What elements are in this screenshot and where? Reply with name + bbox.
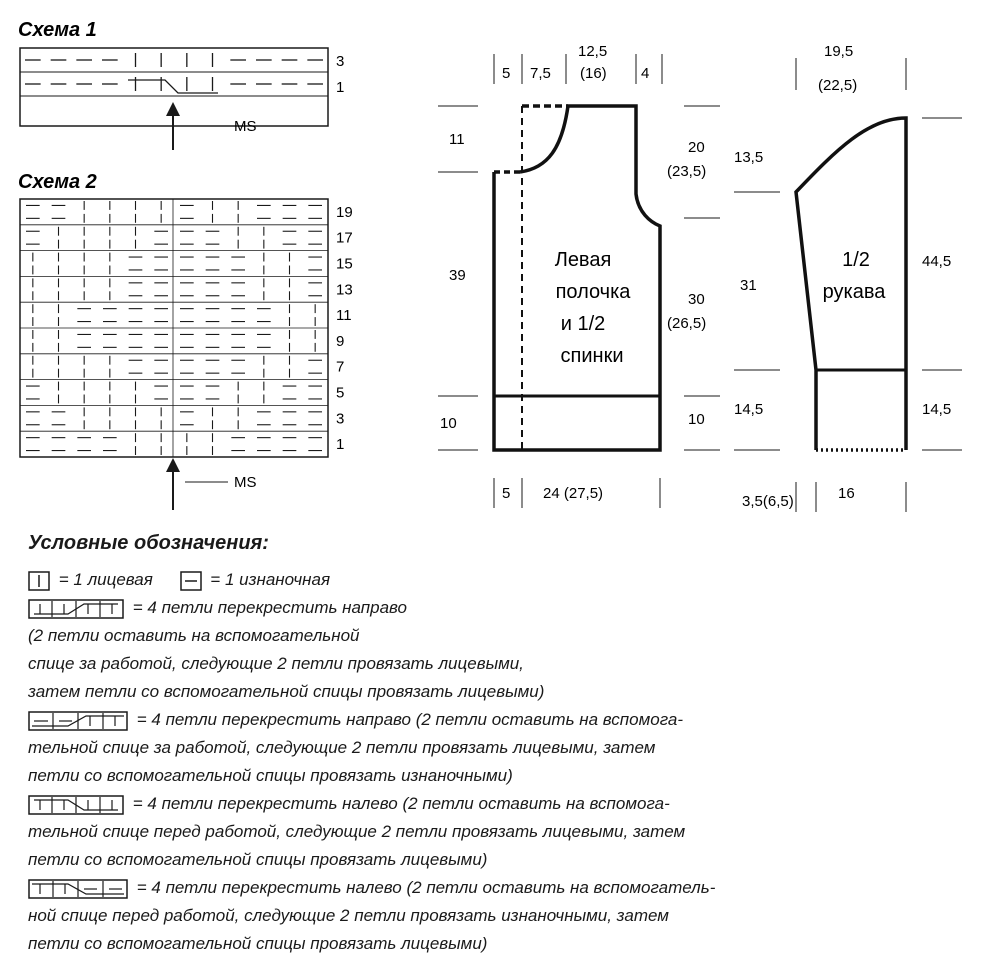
scheme2-title: Схема 2 [18, 171, 97, 193]
svg-text:10: 10 [688, 411, 705, 428]
svg-text:Левая: Левая [554, 249, 612, 271]
svg-text:30: 30 [688, 291, 705, 308]
svg-text:3,5(6,5): 3,5(6,5) [742, 493, 794, 510]
scheme1-row-3: 3 [336, 53, 345, 70]
scheme2-chart [20, 199, 328, 457]
svg-text:спинки: спинки [560, 345, 624, 367]
legend-cable-1-desc-2: спице за работой, следующие 2 петли провязать лицевыми, [28, 654, 524, 673]
svg-text:16: 16 [838, 485, 855, 502]
svg-text:14,5: 14,5 [734, 401, 764, 418]
legend-cable-3-desc-2: петли со вспомогательной спицы провязать лицевыми) [28, 850, 488, 869]
sleeve-label [823, 249, 887, 303]
svg-text:рукава: рукава [822, 281, 886, 303]
svg-text:полочка: полочка [555, 281, 631, 303]
knit-stitch-symbol [28, 571, 50, 591]
scheme2-row-label: 11 [336, 307, 352, 325]
cable-right-knit-symbol [28, 599, 124, 619]
svg-text:и 1/2: и 1/2 [560, 313, 606, 335]
front-dimension-labels [440, 43, 706, 502]
scheme2-row-numbers [336, 204, 353, 453]
svg-text:(16): (16) [580, 65, 607, 82]
svg-text:24 (27,5): 24 (27,5) [543, 485, 604, 502]
legend-cable-4-row: = 4 петли перекрестить налево (2 петли оставить на вспомогатель- [28, 878, 715, 899]
svg-text:(26,5): (26,5) [667, 315, 707, 332]
scheme2-row-label: 1 [336, 436, 345, 454]
cable-left-knit-symbol [28, 795, 124, 815]
scheme2-ms-label: MS [234, 474, 257, 491]
knit-stitch-text: = 1 лицевая [58, 570, 153, 589]
purl-stitch-text: = 1 изнаночная [210, 570, 331, 589]
legend-cable-2-desc-1: тельной спице за работой, следующие 2 петли провязать лицевыми, затем [28, 738, 656, 757]
legend-cable-2-row: = 4 петли перекрестить направо (2 петли оставить на вспомога- [28, 710, 683, 731]
legend-heading: Условные обозначения: [28, 532, 269, 554]
scheme2-row-label: 15 [336, 255, 353, 273]
scheme2-row-label: 7 [336, 358, 345, 376]
legend-cable-3-desc-1: тельной спице перед работой, следующие 2 петли провязать лицевыми, затем [28, 822, 686, 841]
scheme1-ms-label: MS [234, 118, 257, 135]
svg-text:12,5: 12,5 [578, 43, 608, 60]
svg-text:20: 20 [688, 139, 705, 156]
svg-text:10: 10 [440, 415, 457, 432]
svg-text:7,5: 7,5 [530, 65, 551, 82]
scheme2-row-label: 9 [336, 332, 345, 350]
svg-text:19,5: 19,5 [824, 43, 854, 60]
scheme2-row-label: 17 [336, 229, 353, 247]
scheme2-row-label: 19 [336, 203, 353, 221]
legend-cable-1-desc-3: затем петли со вспомогательной спицы провязать лицевыми) [28, 682, 545, 701]
svg-text:5: 5 [502, 485, 511, 502]
legend-cable-1-desc-1: (2 петли оставить на вспомогательной [28, 626, 360, 645]
legend-cable-3-row: = 4 петли перекрестить налево (2 петли оставить на вспомога- [28, 794, 670, 815]
front-piece-outline [494, 106, 660, 450]
legend-knit-purl-row [28, 570, 330, 591]
svg-text:44,5: 44,5 [922, 253, 952, 270]
cable-left-purl-symbol [28, 879, 128, 899]
scheme1-row-1: 1 [336, 79, 345, 96]
legend-cable-4-desc-2: петли со вспомогательной спицы провязать лицевыми) [28, 934, 488, 953]
scheme2-row-label: 3 [336, 410, 345, 428]
scheme1-title: Схема 1 [18, 19, 97, 41]
legend-cable-1-row: = 4 петли перекрестить направо [28, 598, 407, 619]
front-piece-label [555, 249, 632, 367]
svg-text:4: 4 [641, 65, 650, 82]
svg-text:31: 31 [740, 277, 757, 294]
svg-text:11: 11 [449, 131, 465, 148]
legend-cable-2-desc-2: петли со вспомогательной спицы провязать изнаночными) [28, 766, 513, 785]
svg-text:13,5: 13,5 [734, 149, 764, 166]
svg-text:39: 39 [449, 267, 466, 284]
svg-text:5: 5 [502, 65, 511, 82]
svg-text:(23,5): (23,5) [667, 163, 707, 180]
cable-right-purl-symbol [28, 711, 128, 731]
svg-text:(22,5): (22,5) [818, 77, 858, 94]
legend-cable-4-desc-1: ной спице перед работой, следующие 2 петли провязать изнаночными, затем [28, 906, 669, 925]
purl-stitch-symbol [180, 571, 202, 591]
scheme2-row-label: 13 [336, 281, 353, 299]
scheme2-arrow [166, 458, 180, 510]
sleeve-dimension-labels [734, 43, 951, 510]
scheme2-row-label: 5 [336, 384, 345, 402]
svg-text:14,5: 14,5 [922, 401, 952, 418]
svg-text:1/2: 1/2 [842, 249, 870, 271]
